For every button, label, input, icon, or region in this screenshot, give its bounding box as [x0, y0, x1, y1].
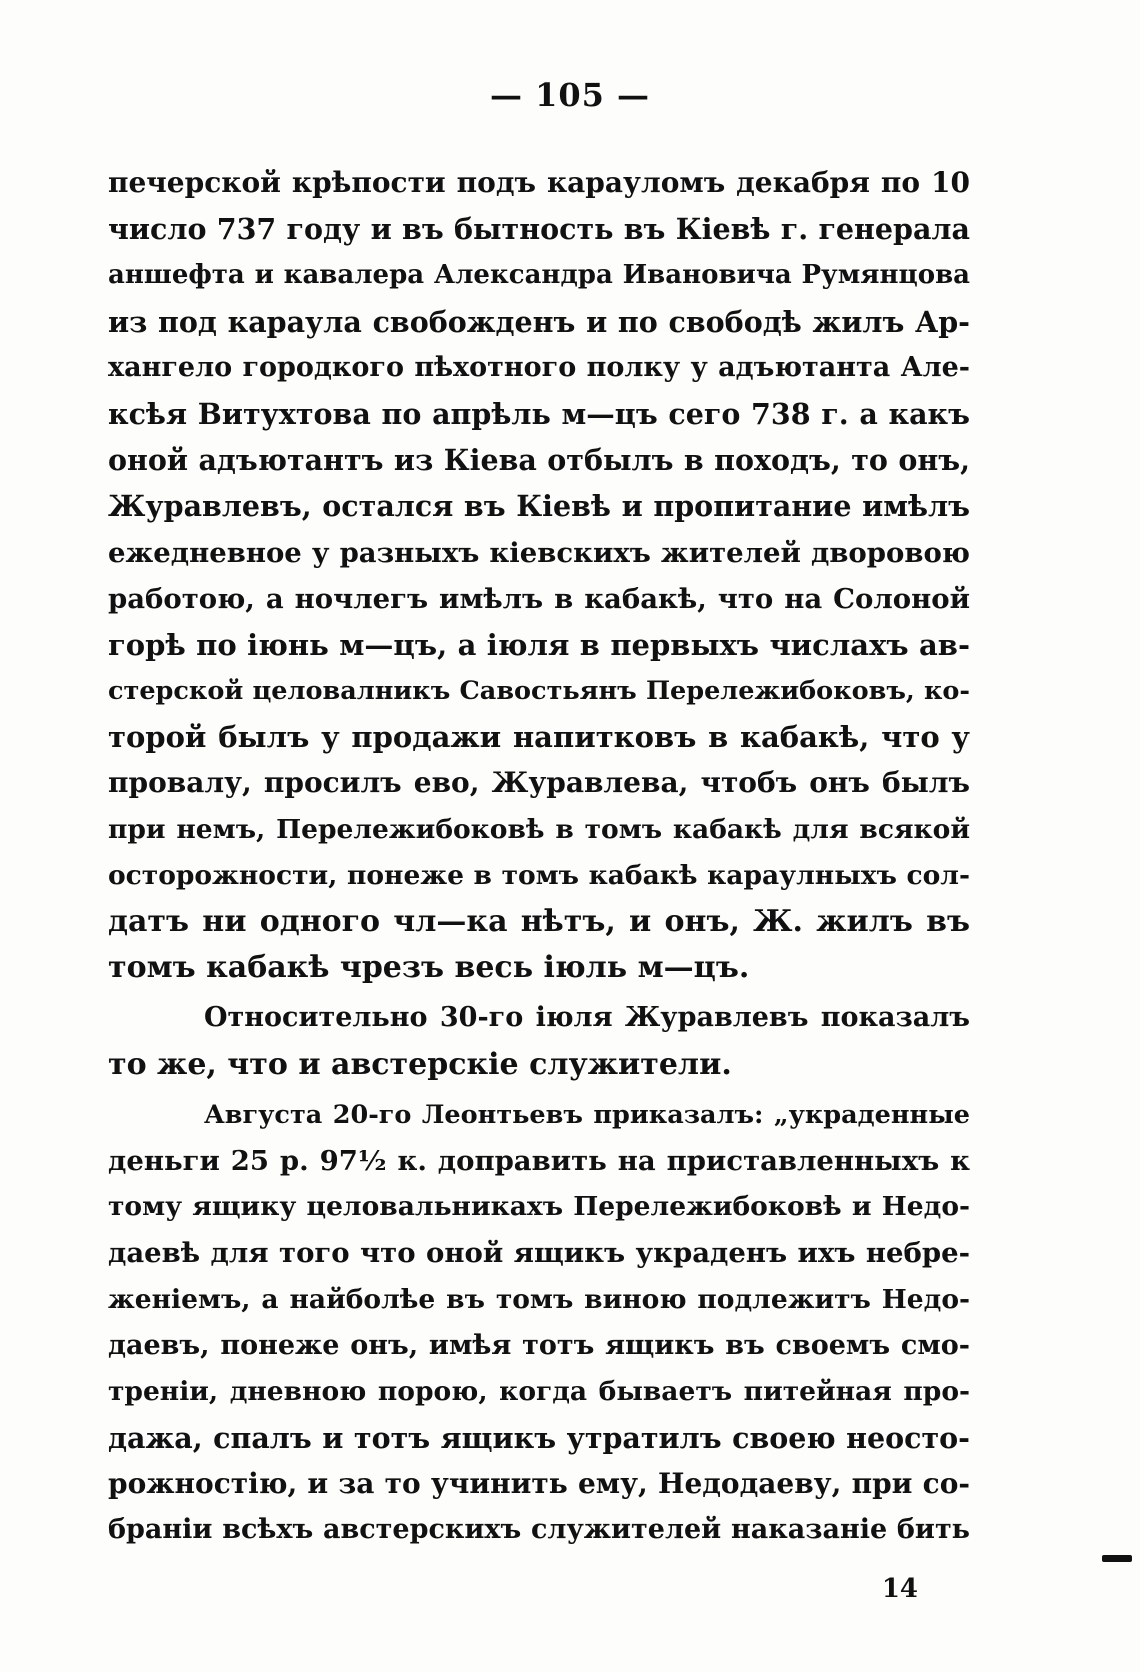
text-line: хангело городкого пѣхотного полку у адъютанта Але-	[108, 351, 970, 383]
text-line: то же, что и австерскіе служители.	[108, 1046, 732, 1082]
text-line: датъ ни одного чл—ка нѣтъ, и онъ, Ж. жилъ въ	[108, 904, 970, 939]
text-line: стерской целовалникъ Савостьянъ Перележибоковъ, ко-	[108, 676, 970, 707]
text-line: горѣ по іюнь м—цъ, а іюля в первыхъ числахъ ав-	[108, 627, 970, 662]
text-line: при немъ, Перележибоковѣ в томъ кабакѣ для всякой	[108, 813, 970, 845]
text-line: ежедневное у разныхъ кіевскихъ жителей дворовою	[108, 536, 970, 569]
text-line: треніи, дневною порою, когда бываетъ питейная про-	[108, 1375, 970, 1407]
text-line: печерской крѣпости подъ карауломъ декабря по 10	[108, 166, 970, 199]
text-line: из под караула свобожденъ и по свободѣ жилъ Ар-	[108, 304, 970, 339]
text-line: оной адъютантъ из Кіева отбылъ в походъ, то онъ,	[108, 443, 970, 478]
text-line: даевѣ для того что оной ящикъ украденъ ихъ небре-	[108, 1237, 970, 1270]
text-line: дажа, спалъ и тотъ ящикъ утратилъ своею неосто-	[108, 1421, 970, 1456]
text-line: осторожности, понеже в томъ кабакѣ караулныхъ сол-	[108, 859, 970, 891]
text-line: Журавлевъ, остался въ Кіевѣ и пропитание имѣлъ	[108, 489, 970, 524]
text-line: деньги 25 р. 97½ к. доправить на приставленныхъ к	[108, 1144, 970, 1177]
body-text	[108, 160, 970, 1554]
text-line: аншефта и кавалера Александра Ивановича Румянцова	[108, 260, 970, 291]
signature-mark: 14	[881, 1574, 918, 1604]
text-line: рожностію, и за то учинить ему, Недодаеву, при со-	[108, 1467, 970, 1501]
text-line: женіемъ, а найболѣе въ томъ виною подлежитъ Недо-	[108, 1283, 970, 1315]
text-line: ксѣя Витухтова по апрѣль м—цъ сего 738 г. а какъ	[108, 396, 970, 431]
text-line: браніи всѣхъ австерскихъ служителей наказаніе бить	[108, 1514, 970, 1546]
text-line: провалу, просилъ ево, Журавлева, чтобъ онъ былъ	[108, 766, 970, 800]
text-line: торой былъ у продажи напитковъ в кабакѣ, что у	[108, 720, 970, 755]
text-line: томъ кабакѣ чрезъ весь іюль м—цъ.	[108, 950, 750, 986]
page-number: — 105 —	[489, 76, 651, 114]
text-line: даевъ, понеже онъ, имѣя тотъ ящикъ въ своемъ смо-	[108, 1329, 970, 1361]
text-line: тому ящику целовальникахъ Перележибоковѣ и Недо-	[108, 1191, 970, 1223]
text-line: число 737 году и въ бытность въ Кіевѣ г. генерала	[108, 212, 970, 247]
text-line: Августа 20-го Леонтьевъ приказалъ: „украденные	[204, 1099, 970, 1130]
margin-ink-mark	[1102, 1555, 1132, 1562]
text-line: работою, а ночлегъ имѣлъ в кабакѣ, что на Солоной	[108, 582, 970, 615]
text-line: Относительно 30-го іюля Журавлевъ показалъ	[204, 1002, 970, 1034]
